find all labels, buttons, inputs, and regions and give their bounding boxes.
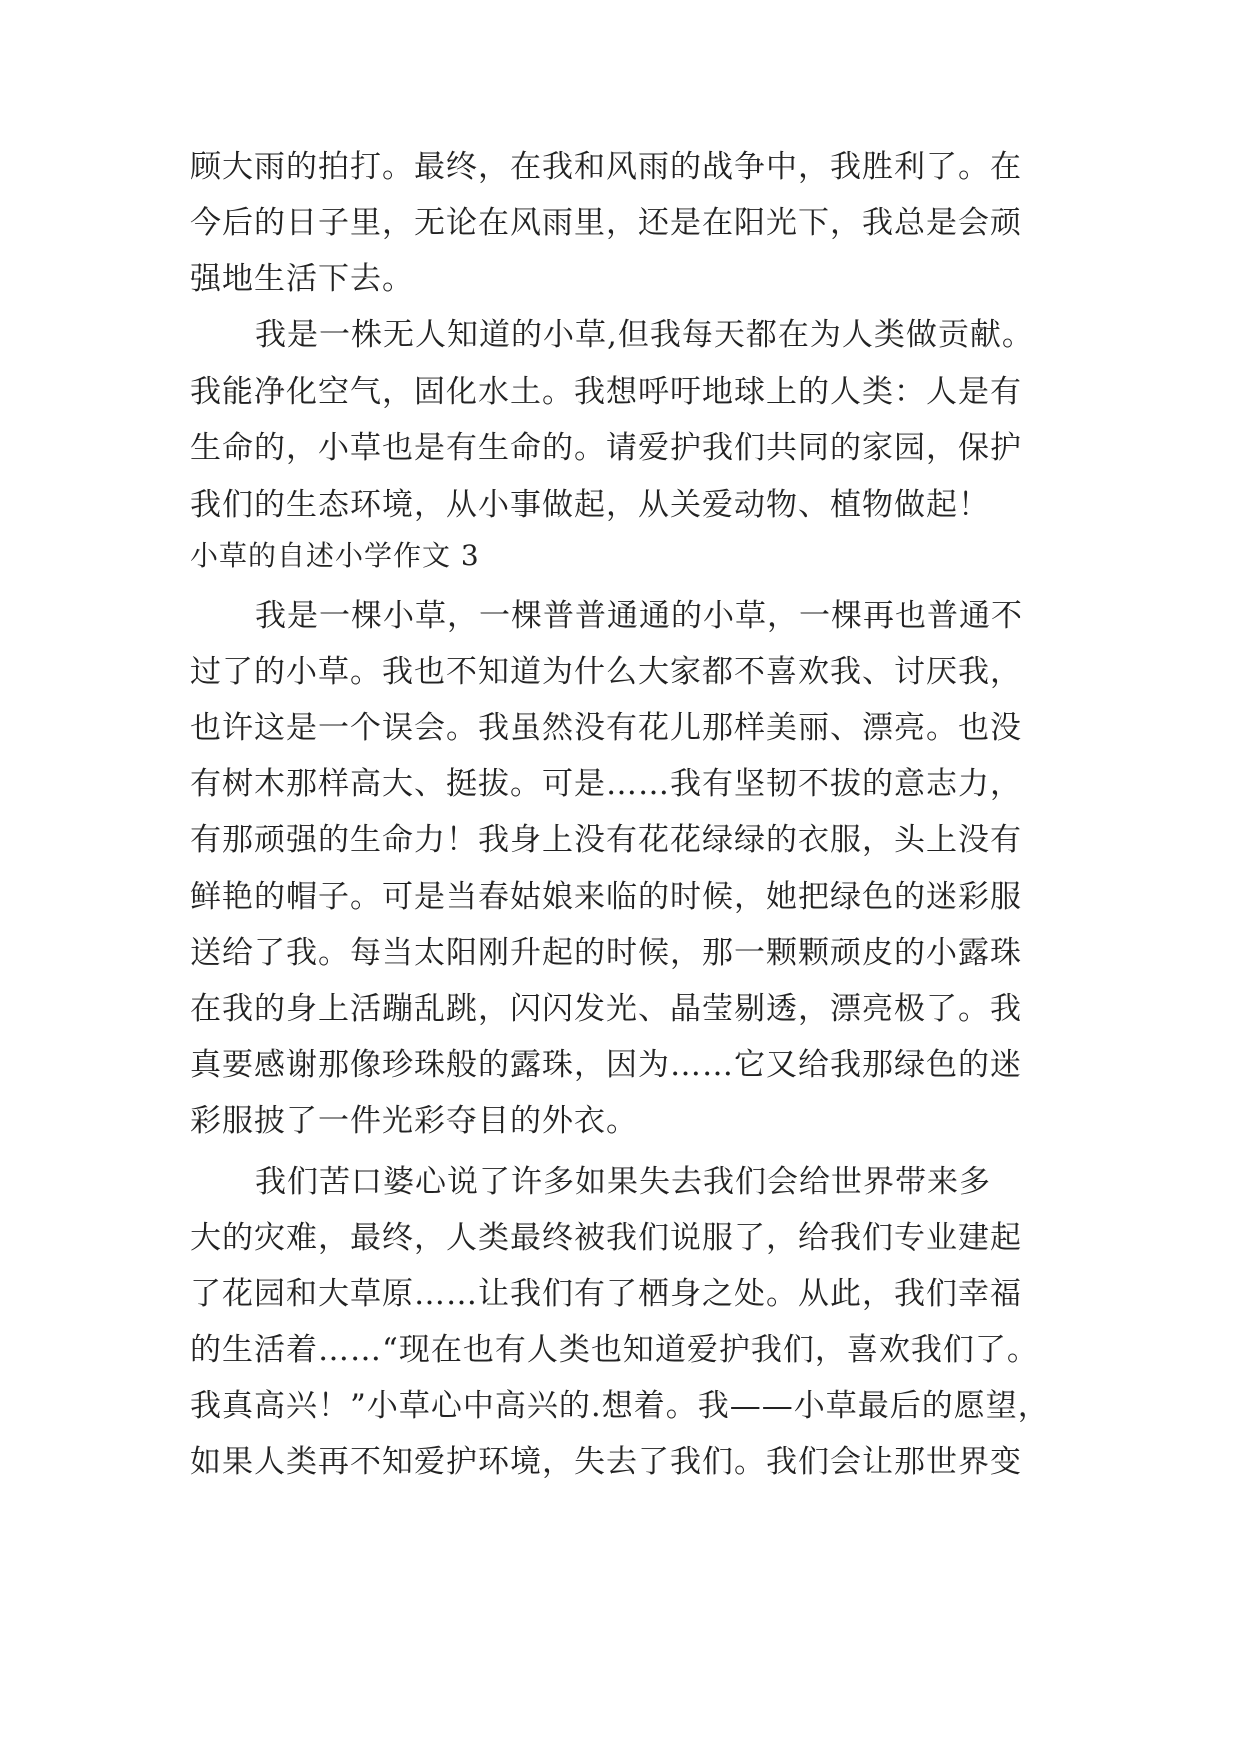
paragraph-2-line-2: 我能净化空气，固化水土。我想呼吁地球上的人类：人是有	[190, 374, 1022, 410]
section-paragraph-1-line-2: 过了的小草。我也不知道为什么大家都不喜欢我、讨厌我，	[190, 654, 1022, 690]
section-paragraph-2-line-2: 大的灾难，最终，人类最终被我们说服了，给我们专业建起	[190, 1220, 1022, 1256]
paragraph-2-line-3: 生命的，小草也是有生命的。请爱护我们共同的家园，保护	[190, 430, 1022, 466]
section-paragraph-1-line-7: 送给了我。每当太阳刚升起的时候，那一颗颗顽皮的小露珠	[190, 935, 1022, 971]
paragraph-2-line-4: 我们的生态环境，从小事做起，从关爱动物、植物做起！	[190, 487, 990, 523]
section-paragraph-1-line-8: 在我的身上活蹦乱跳，闪闪发光、晶莹剔透，漂亮极了。我	[190, 991, 1022, 1027]
section-paragraph-2-line-4: 的生活着……“现在也有人类也知道爱护我们，喜欢我们了。	[190, 1332, 1039, 1368]
section-paragraph-1-line-10: 彩服披了一件光彩夺目的外衣。	[190, 1103, 638, 1139]
section-paragraph-1-line-4: 有树木那样高大、挺拔。可是……我有坚韧不拔的意志力，	[190, 766, 1022, 802]
section-title: 小草的自述小学作文 3	[190, 539, 480, 572]
section-paragraph-1-line-1: 我是一棵小草，一棵普普通通的小草，一棵再也普通不	[255, 598, 1023, 634]
section-paragraph-1-line-5: 有那顽强的生命力！我身上没有花花绿绿的衣服，头上没有	[190, 822, 1022, 858]
paragraph-2-line-1: 我是一株无人知道的小草,但我每天都在为人类做贡献。	[255, 317, 1034, 353]
section-paragraph-2-line-6: 如果人类再不知爱护环境，失去了我们。我们会让那世界变	[190, 1444, 1022, 1480]
paragraph-1-line-1: 顾大雨的拍打。最终，在我和风雨的战争中，我胜利了。在	[190, 149, 1022, 185]
section-paragraph-2-line-1: 我们苦口婆心说了许多如果失去我们会给世界带来多	[255, 1164, 991, 1200]
section-paragraph-2-line-5: 我真高兴！”小草心中高兴的.想着。我——小草最后的愿望，	[190, 1388, 1050, 1424]
paragraph-1-line-2: 今后的日子里，无论在风雨里，还是在阳光下，我总是会顽	[190, 205, 1022, 241]
section-paragraph-2-line-3: 了花园和大草原……让我们有了栖身之处。从此，我们幸福	[190, 1276, 1022, 1312]
section-paragraph-1-line-6: 鲜艳的帽子。可是当春姑娘来临的时候，她把绿色的迷彩服	[190, 879, 1022, 915]
section-paragraph-1-line-9: 真要感谢那像珍珠般的露珠，因为……它又给我那绿色的迷	[190, 1047, 1022, 1083]
paragraph-1-line-3: 强地生活下去。	[190, 261, 414, 297]
section-paragraph-1-line-3: 也许这是一个误会。我虽然没有花儿那样美丽、漂亮。也没	[190, 710, 1022, 746]
